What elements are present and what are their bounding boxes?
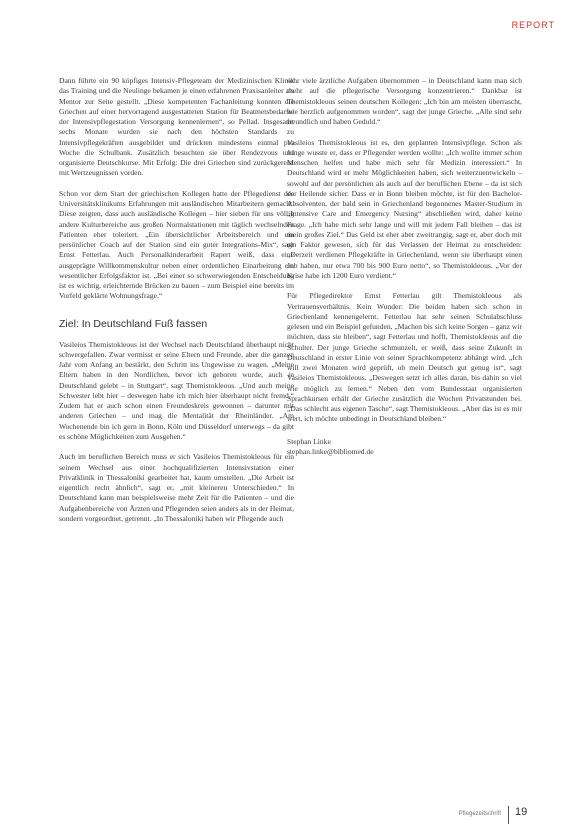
author-email: stephan.linke@bibliomed.de [287,446,374,456]
section-label: REPORT [511,20,555,30]
subheading: Ziel: In Deutschland Fuß fassen [59,317,208,330]
body-paragraph: Vasileios Themistokleous ist der Wechsel nach Deutschland überhaupt nicht schwergefallen. Zwar vermisst er seine Eltern und Freunde, aber die ganzen Jahr vom Anfang an bestärkt, den Schritt ins Ungewisse zu wagen. „Meine Eltern haben in den Nordlichen, bevor ich geboren wurde, auch in Deutschland gelebt – in Stuttgart“, sagt Themistokleous. „Und auch meine Schwester lebt hier – deswegen habe ich mich hier überhaupt nicht fremd.“ Zudem hat er auch schon einen Freundeskreis gewonnen – darunter mit anderen Griechen – und mag die Mentalität der Rheinländer. „Am Wochenende bin ich gern in Bonn, Köln und Düsseldorf unterwegs – da gibt es schöne Möglichkeiten zum Ausgehen.“ [59,339,294,441]
body-paragraph: Schon vor dem Start der griechischen Kollegen hatte der Pflegedienst des Universitätsklinikums Erfahrungen mit ausländischen Mitarbeitern gemacht. Diese zeigten, dass auch ausländische Kollegen – hier sieben für uns völlig andere Kulturbereiche aus großen Normalstationen mit täglich wechselnden Patienten eher toleriert. „Ein übersichtlicher Arbeitsbereich und ein persönlicher Coach auf der Station sind ein guter Integrations-Mix“, sagt Ernst Fetterlau. Auch Personalkinderarbeit Rapert weiß, dass eine ausgeprägte Willkommenskultur neben einer ordentlichen Einarbeitung ein wesentlicher Erfolgsfaktor ist. „Bei einer so schwerwiegenden Entscheidung ist es wichtig, erleichternde Brücken zu bauen – zum Beispiel eine bereits im Vorfeld geklärte Wohnungsfrage.“ [59,188,294,301]
body-paragraph: Dann führte ein 90 köpfiges Intensiv-Pflegeteam der Medizinischen Klinik das Training und die Neulinge bekamen je einen erfahrenen Praxisanleiter als Mentor zur Seite gestellt. „Diese kompetenten Fachanleitung konnten die Griechen auf einer hervorragend ausgestatteten Station für Beatmetsbedarfte der Intensivpflegestation Versorgung kennenlernen“, so Pellad. Insgesamt sechs Monate wurden sie nach den höchsten Standards zu Intensivpflegekräften ausgebildet und drückten mindestens einmal pro Woche die Schulbank. Zusätzlich besuchten sie über Rendezvous und organisierte Deutschkurse. Mit Erfolg: Die drei Griechen sind zurückgereist mit Wertzeugnissen vorden. [59,76,294,178]
page-number: 19 [515,806,528,818]
left-column [59,76,294,524]
right-column [287,76,522,457]
author-block [287,437,522,458]
body-paragraph: Auch im beruflichen Bereich muss er sich Vasileios Themistokleous für ein seinem Wechsel aus einer hochqualifizierten Intensivstation einer Privatklinik in Thessaloniki gearbeitet hat, kaum umstellen. „Die Arbeit ist eigentlich recht ähnlich“, sagt er, „mit kleineren Unterschieden.“ In Deutschland kann man beispielsweise mehr Zeit für die Patienten – und die Aufgabenbereiche von Ärzten und Pflegenden seien anders als in der Heimat, sondern vorgeordnet, getrennt. „In Thessaloniki haben wir Pflegende auch [59,452,294,523]
footer-magazine-name: Pflegezeitschrift [458,811,501,817]
body-paragraph: sehr viele ärztliche Aufgaben übernommen – in Deutschland kann man sich mehr auf die pflegerische Versorgung konzentrieren.“ Dankbar ist Themistokleous seinen deutschen Kollegen: „Ich bin am meisten überrascht, wie herzlich aufgenommen worden“, sagt der junge Grieche. „Alle sind sehr freundlich und haben Geduld.“ [287,76,522,126]
footer-divider [508,806,509,824]
author-name: Stephan Linke [287,436,331,446]
body-paragraph: Vasileios Themistokleous ist es, den geplanten Intensivpflege. Schon als Junge wusste er, dass er Pflegender werden wollte: „Ich wollte immer schon Menschen helfen und habe mich sehr für Medizin interessiert.“ In Deutschland wird er mehr Möglichkeiten haben, sich weiterzuentwickeln – sowohl auf der persönlichen als auch auf der beruflichen Ebene – da ist sich der Heilende sicher. Dass er in Bonn bleiben möchte, ist für den Bachelor-Absolventen, der bald sein in Griechenland begonnenes Master-Studium in „Intensive Care and Emergency Nursing“ abschließen wird, daher keine Frage. „Ich habe mich sehr lange und will mit jedem Fall bleiben – das ist mein großes Ziel.“ Das Geld ist eher aber zweitrangig, sagt er, aber doch mit ein Faktor gewesen, sich für das Verlassen der Heimat zu entscheiden: „Derzeit verdienen Pflegekräfte in Griechenland, wenn sie überhaupt einen Job haben, nur etwa 700 bis 900 Euro netto“, so Themistokleous. „Vor der Krise habe ich 1200 Euro verdient.“ [287,137,522,280]
body-paragraph: Für Pflegedirektor Ernst Fetterlau gilt Themistokleous als Vertrauensverhältnis. Kein Wunder: Die beiden haben sich schon in Griechenland kennengelernt. Fetterlau hat sehr seinen Schulabschluss gelesen und ein Beispiel gefunden, „Machen bis sich keine Sorgen – ganz wir möchten, dass sie bleiben“, sagt Fetterlau und hofft, Themistokleous auf die Schulter. Der junge Grieche schmunzelt, er weiß, dass seine Zukunft in Deutschland in erster Linie von seiner Sprachkompetenz abhängt wird. „Ich will zwei Monaten wird geprüft, ob mein Deutsch gut genug ist“, sagt Vasileios Themistokleous. „Deswegen setzt ich alles daran, bis dahin so viel wie möglich zu lernen.“ Neben den vom Bundesstaat organisierten Sprachkursen erhält der Grieche zusätzlich die Wochen Privatstunden bei. „Das schlecht aus eigenen Tasche“, sagt Themistokleous. „Aber das ist es mir wert, ich möchte unbedingt in Deutschland bleiben.“ [287,291,522,424]
